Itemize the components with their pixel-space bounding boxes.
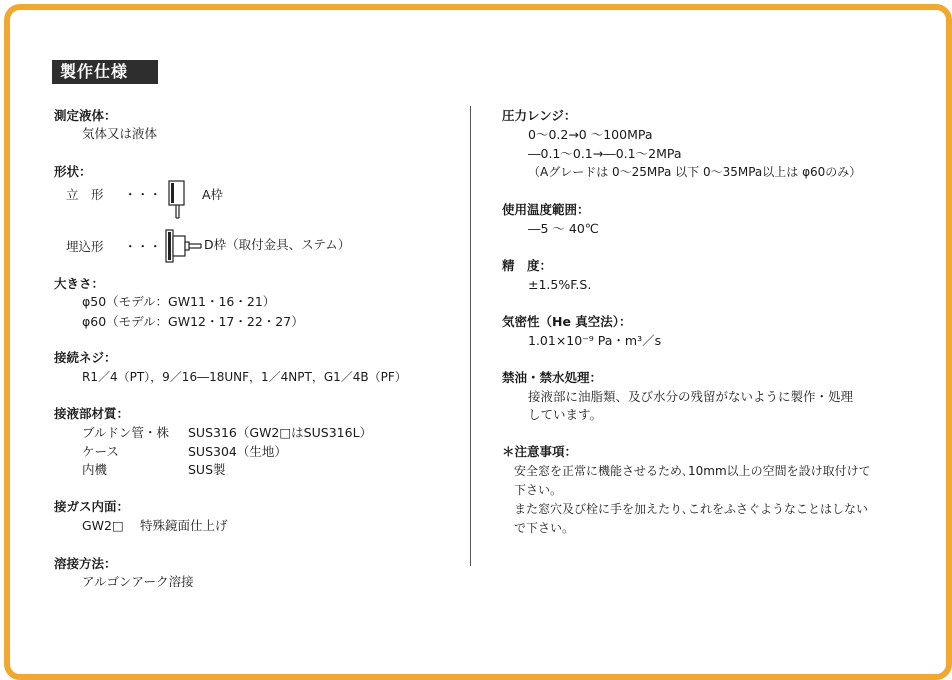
notes-line-4: で下さい。 <box>514 521 575 535</box>
welding-value: アルゴンアーク溶接 <box>82 574 194 589</box>
oil-line-2: しています。 <box>528 407 603 422</box>
fluid-value: 気体又は液体 <box>82 126 158 141</box>
material-value-2: SUS304（生地） <box>188 444 287 459</box>
embedded-gauge-icon <box>164 228 204 264</box>
oil-heading: 禁油・禁水処理： <box>502 370 603 385</box>
range-line-1: 0～0.2→0 ～100MPa <box>528 127 653 142</box>
welding-heading: 溶接方法： <box>54 556 117 571</box>
range-line-2: ―0.1～0.1→―0.1～2MPa <box>528 146 682 161</box>
notes-line-1: 安全窓を正常に機能させるため､10mm以上の空間を設け取付けて <box>514 464 871 478</box>
shape-embedded-label: 埋込形 <box>66 239 104 254</box>
shape-vertical-label: 立 形 <box>66 187 104 202</box>
temp-value: ―5 ～ 40℃ <box>528 221 599 236</box>
material-part-1: ブルドン管・株 <box>82 425 170 440</box>
range-line-3: （Aグレードは 0～25MPa 以下 0～35MPa以上は φ60のみ） <box>528 165 862 179</box>
thread-heading: 接続ネジ： <box>54 350 117 365</box>
notes-heading: ＊注意事項： <box>502 444 578 459</box>
shape-heading: 形状： <box>54 164 92 179</box>
gas-inner-value: 特殊鏡面仕上げ <box>140 518 228 533</box>
size-line-2: φ60（モデル：GW12・17・22・27） <box>82 314 304 329</box>
material-value-1: SUS316（GW2□はSUS316L） <box>188 425 373 440</box>
temp-heading: 使用温度範囲： <box>502 202 590 217</box>
oil-line-1: 接液部に油脂類、及び水分の残留がないように製作・処理 <box>528 389 854 404</box>
material-heading: 接液部材質： <box>54 406 130 421</box>
shape-embedded-frame: D枠（取付金具、ステム） <box>204 237 351 252</box>
airtight-value: 1.01×10⁻⁹ Pa・m³／s <box>528 333 662 348</box>
range-heading: 圧力レンジ： <box>502 108 577 123</box>
airtight-heading: 気密性（He 真空法）： <box>502 314 632 329</box>
thread-value: R1／4（PT），9／16―18UNF，1／4NPT，G1／4B（PF） <box>82 370 407 384</box>
material-part-2: ケース <box>82 444 119 459</box>
size-heading: 大きさ： <box>54 276 105 291</box>
size-line-1: φ50（モデル：GW11・16・21） <box>82 294 276 309</box>
notes-line-3: また窓穴及び栓に手を加えたり､これをふさぐようなことはしない <box>514 502 869 516</box>
accuracy-value: ±1.5%F.S. <box>528 277 592 292</box>
shape-vertical-frame: A枠 <box>202 187 224 202</box>
gas-inner-heading: 接ガス内面： <box>54 499 130 514</box>
fluid-heading: 測定液体： <box>54 108 117 123</box>
material-part-3: 内機 <box>82 462 108 477</box>
shape-embedded-dots: ・・・ <box>124 239 162 254</box>
vertical-gauge-icon <box>166 180 188 220</box>
gas-inner-model: GW2□ <box>82 518 124 533</box>
section-title: 製作仕様 <box>52 60 158 84</box>
material-value-3: SUS製 <box>188 462 226 477</box>
column-divider <box>470 106 471 566</box>
shape-vertical-dots: ・・・ <box>124 187 162 202</box>
accuracy-heading: 精 度： <box>502 258 553 273</box>
notes-line-2: 下さい。 <box>514 483 563 497</box>
